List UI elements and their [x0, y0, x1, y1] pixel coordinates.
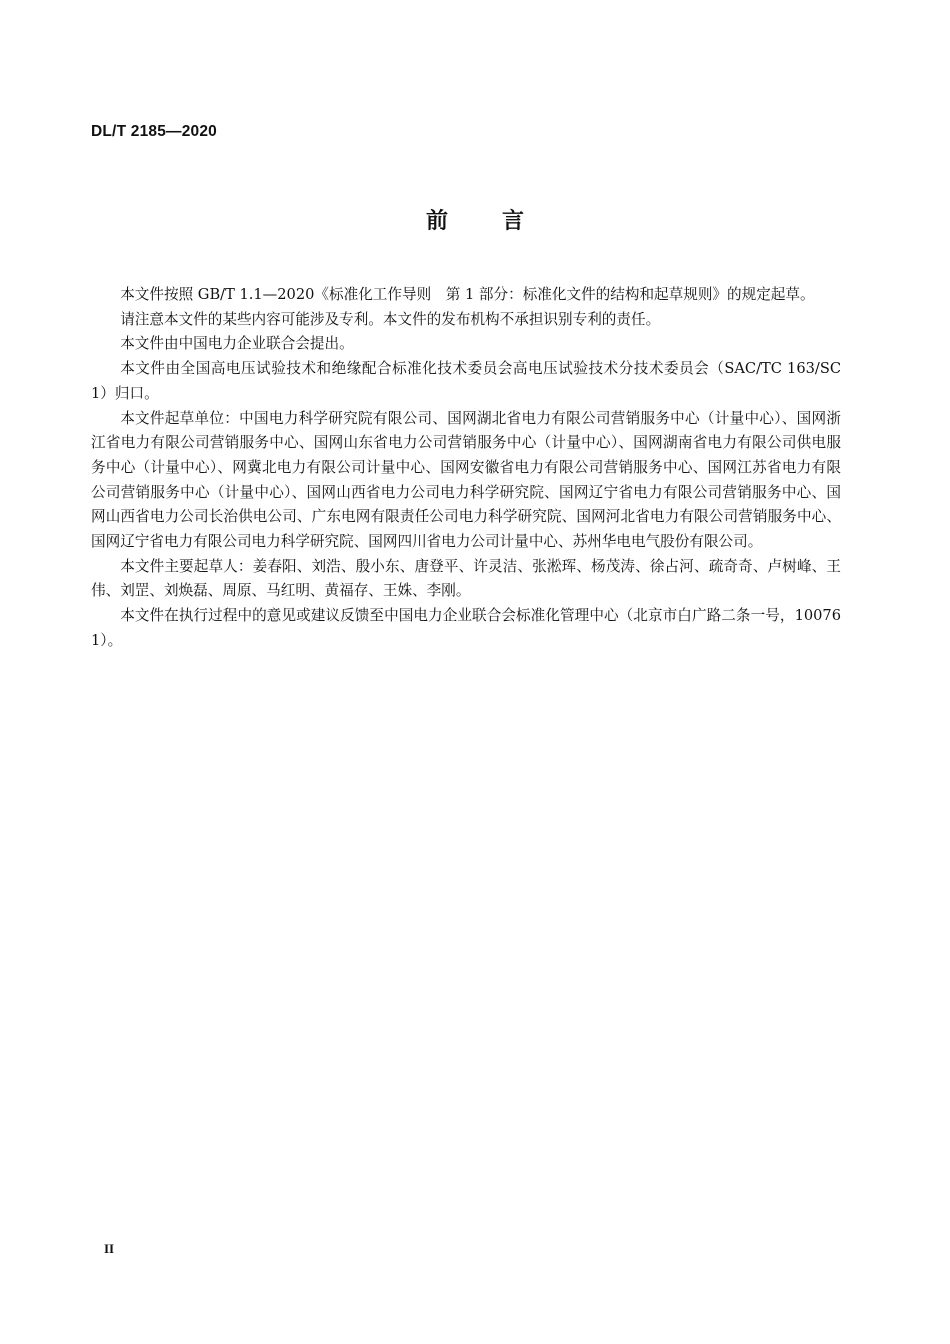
paragraph-drafting-rules: 本文件按照 GB/T 1.1—2020《标准化工作导则 第 1 部分：标准化文件的结构和起草规则》的规定起草。: [120, 286, 815, 303]
page-title: 前言: [425, 209, 578, 234]
paragraph-proposed-by: 本文件由中国电力企业联合会提出。: [120, 335, 354, 353]
paragraph-drafting-organizations: 本文件起草单位：中国电力科学研究院有限公司、国网湖北省电力有限公司营销服务中心（计量中心）、国网浙江省电力有限公司营销服务中心、国网山东省电力公司营销服务中心（计量中心）、国网湖南省电力有限公司供电服务中心（计量中心）、网冀北电力有限公司计量中心、国网安徽省电力有限公司营销服务中心、国网江苏省电力有限公司营销服务中心（计量中心）、国网山西省电力公司电力科学研究院、国网辽宁省电力有限公司营销服务中心、国网山西省电力公司长治供电公司、广东电网有限责任公司电力科学研究院、国网河北省电力有限公司营销服务中心、国网辽宁省电力有限公司电力科学研究院、国网四川省电力公司计量中心、苏州华电电气股份有限公司。: [91, 409, 841, 551]
document-code: DL/T 2185—2020: [91, 123, 218, 140]
paragraph-feedback: 本文件在执行过程中的意见或建议反馈至中国电力企业联合会标准化管理中心（北京市白广路二条一号，100761）。: [91, 607, 841, 649]
page-number: II: [104, 1241, 115, 1256]
paragraph-under-jurisdiction: 本文件由全国高电压试验技术和绝缘配合标准化技术委员会高电压试验技术分技术委员会（SAC/TC 163/SC 1）归口。: [91, 360, 841, 402]
paragraph-drafters: 本文件主要起草人：姜春阳、刘浩、殷小东、唐登平、许灵洁、张淞珲、杨茂涛、徐占河、疏奇奇、卢树峰、王伟、刘罡、刘焕磊、周原、马红明、黄福存、王姝、李刚。: [91, 557, 841, 600]
foreword-body: [91, 283, 841, 654]
paragraph-patent-notice: 请注意本文件的某些内容可能涉及专利。本文件的发布机构不承担识别专利的责任。: [120, 310, 661, 328]
